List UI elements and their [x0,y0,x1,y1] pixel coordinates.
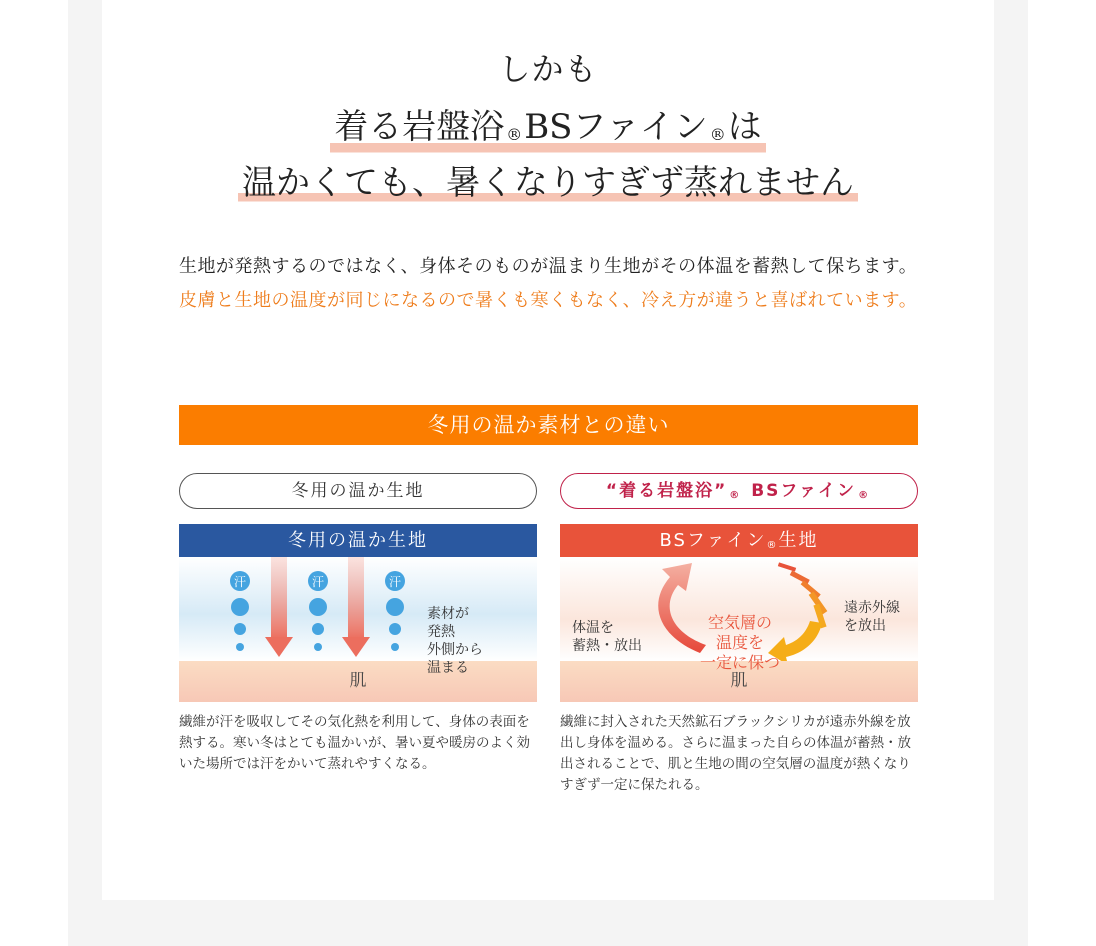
far-infrared-label [844,599,918,635]
panel-fabric-word: 生地 [778,530,819,551]
label-line: 温度を [715,633,764,652]
material-heating-label [427,605,527,677]
winter-fabric-caption: 繊維が汗を吸収してその気化熱を利用して、身体の表面を熱する。寒い冬はとても温かいが、暑い夏や暖房のよく効いた場所では汗をかいて蒸れやすくなる。 [179,714,530,772]
registered-mark: ® [709,125,726,144]
intro-accent-text: 皮膚と生地の温度が同じになるので暑くも寒くもなく、冷え方が違うと喜ばれています。 [179,290,918,311]
label-line: 空気層の [707,613,772,632]
pill-winter-fabric: 冬用の温か生地 [179,473,537,509]
label-line: 外側から [427,642,483,658]
label-line: を放出 [844,618,886,634]
content-card [102,0,994,900]
body-heat-label [572,619,682,655]
headline-line-1 [102,104,994,158]
bs-fine-diagram [560,524,918,702]
air-layer-label [690,613,790,673]
headline-brand-name: BSファイン [524,107,708,147]
label-line: 発熱 [427,624,455,640]
headline-highlight-1 [330,104,766,158]
skin-layer: 肌 [560,661,918,702]
intro-paragraph [179,250,919,318]
pill-brand-name: BSファイン [743,481,857,501]
headline-lead: しかも [498,50,598,88]
headline-product-name: 着る岩盤浴 [334,107,505,147]
sweat-label: 汗 [311,575,325,589]
registered-mark: ® [766,540,779,551]
label-line: 蓄熱・放出 [572,638,642,654]
winter-panel-body [179,557,537,676]
heat-down-arrow [342,557,370,657]
bs-fine-panel-body [560,557,918,672]
label-line: 体温を [572,620,614,636]
section-title-bar: 冬用の温か素材との違い [179,405,918,445]
winter-panel-title: 冬用の温か生地 [179,524,537,557]
pill-bs-fine [560,473,918,509]
registered-mark: ® [858,490,871,501]
registered-mark: ® [506,125,523,144]
bs-fine-panel-title [560,524,918,557]
skin-layer: 肌 [179,661,537,702]
bs-fine-caption: 繊維に封入された天然鉱石ブラックシリカが遠赤外線を放出し身体を温める。さらに温まった自らの体温が蓄熱・放出されることで、肌と生地の間の空気層の温度が熱くなりすぎず一定に保たれる。 [560,714,911,793]
heat-down-arrow [265,557,293,657]
headline-highlight-2: 温かくても、暑くなりすぎず蒸れません [238,160,858,206]
headline-line-2 [102,160,994,206]
panel-brand-name: BSファイン [659,530,767,551]
winter-fabric-diagram [179,524,537,702]
sweat-label: 汗 [388,575,402,589]
intro-plain-text: 生地が発熱するのではなく、身体そのものが温まり生地がその体温を蓄熱して保ちます。 [179,256,918,277]
sweat-label: 汗 [233,575,247,589]
headline-particle: は [727,107,762,147]
label-line: 遠赤外線 [844,600,900,616]
label-line: 温まる [427,660,469,676]
pill-product-name: “着る岩盤浴” [605,481,728,501]
label-line: 素材が [427,606,469,622]
registered-mark: ® [729,490,742,501]
label-line: 一定に保つ [699,653,780,672]
